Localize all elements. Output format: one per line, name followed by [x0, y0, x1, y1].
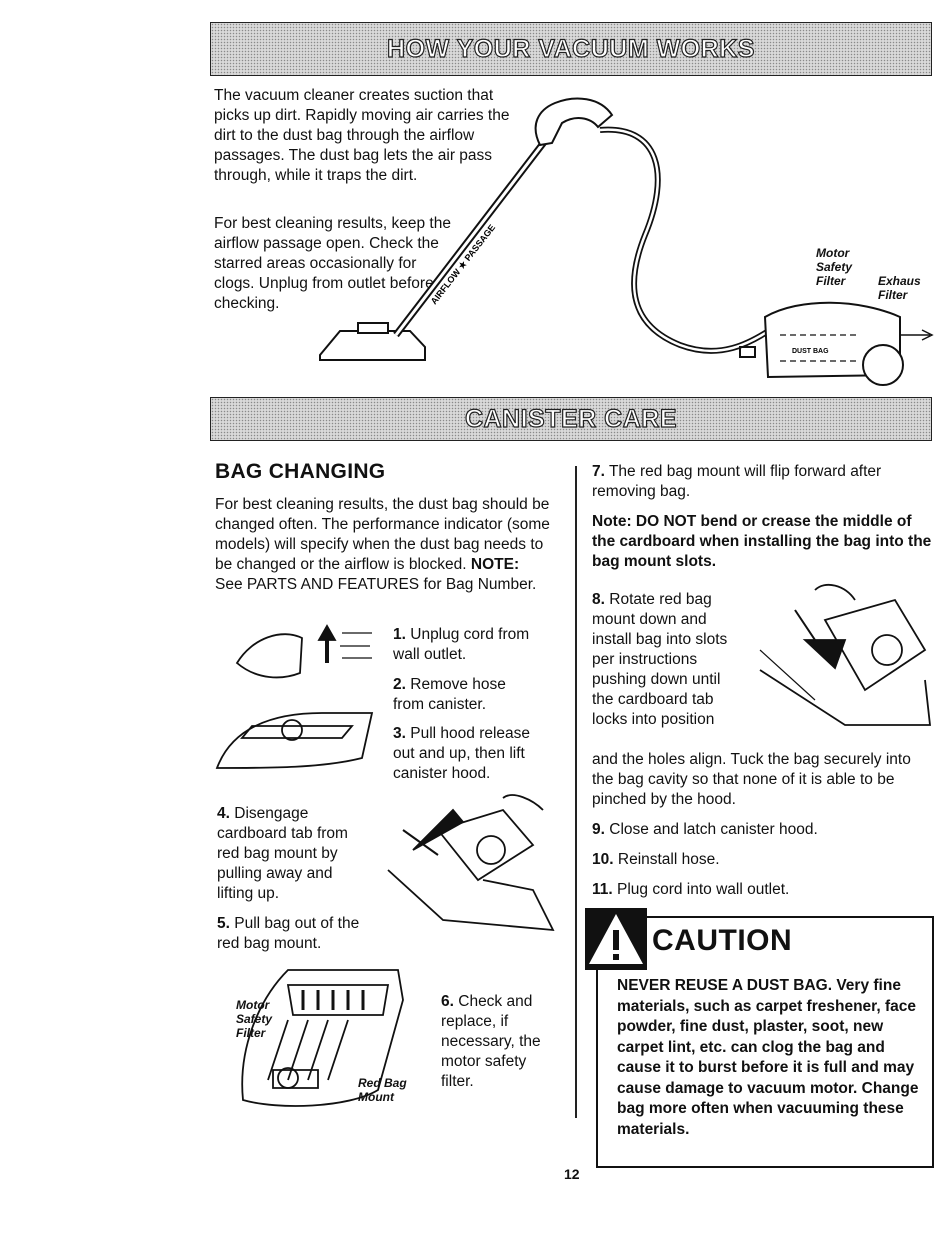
airflow-passage-label: AIRFLOW ★ PASSAGE: [428, 222, 498, 307]
unplug-hood-illustration: [212, 618, 382, 783]
step-1: 1. Unplug cord from wall outlet.: [393, 626, 530, 663]
vacuum-airflow-diagram: [300, 85, 940, 390]
column-divider: [575, 466, 577, 1118]
step-11: 11. Plug cord into wall outlet.: [592, 881, 790, 898]
dust-bag-label: DUST BAG: [792, 348, 829, 355]
step-6: 6. Check and replace, if necessary, the motor safety filter.: [441, 993, 541, 1090]
cardboard-note: Note: DO NOT bend or crease the middle of the cardboard when installing the bag into the bag mount slots.: [592, 513, 932, 570]
banner-canister-care-text: CANISTER CARE: [464, 404, 678, 433]
step-9: 9. Close and latch canister hood.: [592, 821, 818, 838]
step-3: 3. Pull hood release out and up, then lift canister hood.: [393, 725, 531, 782]
banner-canister-care: [210, 397, 932, 441]
exhaust-filter-label: Exhaus Filter: [878, 274, 921, 302]
filter-motor-safety-label: Motor Safety Filter: [236, 998, 273, 1040]
step-2: 2. Remove hose from canister.: [393, 676, 506, 713]
step-10: 10. Reinstall hose.: [592, 851, 720, 868]
page-number: 12: [564, 1166, 580, 1182]
banner-how-vacuum-works: [210, 22, 932, 76]
caution-text: NEVER REUSE A DUST BAG. Very fine materials, such as carpet freshener, face powder, fine dust, plaster, soot, new carpet lint, etc. can clog the bag and cause it to burst before it is full and may cause damage to vacuum motor. Change bag more often when vacuuming these materials.: [617, 977, 919, 1138]
red-bag-mount-label: Red Bag Mount: [358, 1076, 407, 1104]
intro-paragraph-1: The vacuum cleaner creates suction that picks up dirt. Rapidly moving air carries the dirt to the dust bag through the airflow passages. The dust bag lets the air pass through, while it traps the dirt.: [214, 87, 510, 184]
intro-note-label: NOTE:: [470, 556, 520, 573]
intro-text-before: For best cleaning results, the dust bag should be changed often. The performance indicator (some models) will specify when the dust bag needs to be changed or the airflow is blocked.: [215, 496, 550, 573]
intro-paragraph-2: For best cleaning results, keep the airflow passage open. Check the starred areas occasionally for clogs. Unplug from outlet before checking.: [214, 215, 451, 312]
intro-text-after: See PARTS AND FEATURES for Bag Number.: [215, 576, 537, 593]
bag-changing-title: BAG CHANGING: [215, 460, 386, 483]
step-8: 8. Rotate red bag mount down and install bag into slots per instructions pushing down until the cardboard tab locks into position: [592, 591, 728, 728]
disengage-tab-illustration: [383, 790, 558, 940]
step-5: 5. Pull bag out of the red bag mount.: [217, 915, 360, 952]
bag-changing-intro: [215, 495, 550, 595]
caution-title: CAUTION: [652, 924, 793, 957]
banner-how-vacuum-works-text: HOW YOUR VACUUM WORKS: [387, 34, 755, 63]
warning-triangle-icon: [585, 908, 647, 970]
step-7: 7. The red bag mount will flip forward after removing bag.: [592, 463, 882, 500]
install-bag-illustration: [755, 580, 935, 745]
step-4: 4. Disengage cardboard tab from red bag mount by pulling away and lifting up.: [217, 805, 348, 902]
motor-safety-filter-label: Motor Safety Filter: [816, 246, 853, 288]
step-8-continued: and the holes align. Tuck the bag securely into the bag cavity so that none of it is able to be pinched by the hood.: [592, 751, 911, 808]
